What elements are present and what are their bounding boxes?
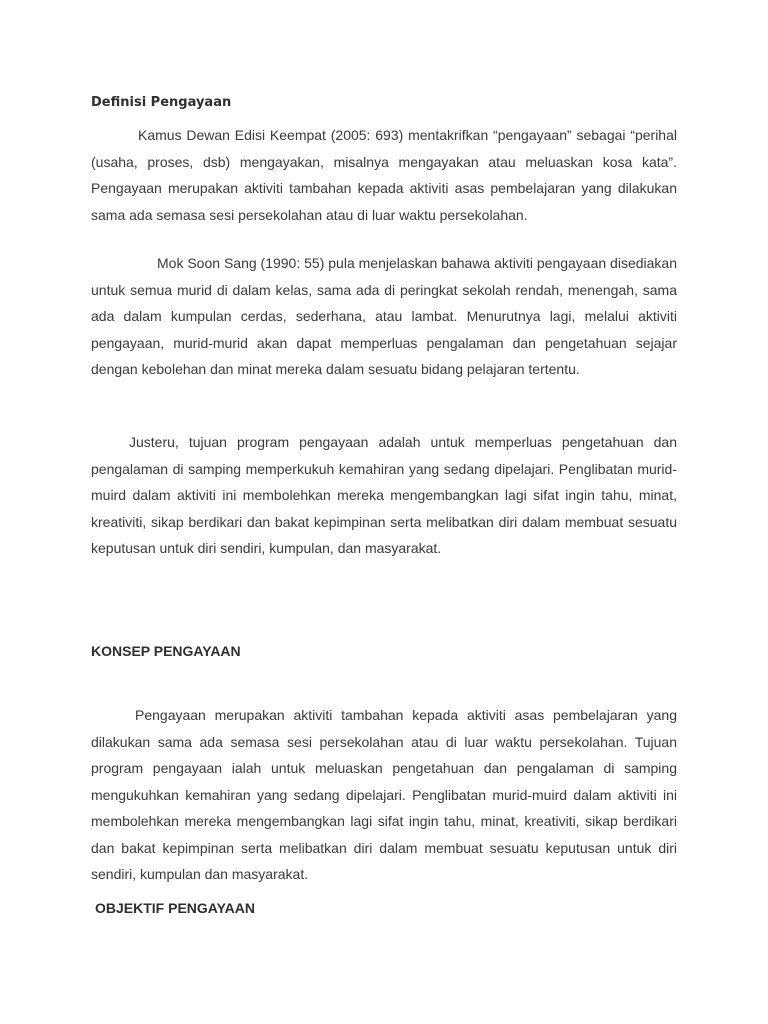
paragraph-konsep: Pengayaan merupakan aktiviti tambahan kepada aktiviti asas pembelajaran yang dilakukan sama ada semasa sesi persekolahan atau di luar waktu persekolahan. Tujuan program pengayaan ialah untuk meluaskan pengetahuan dan pengalaman di samping mengukuhkan kemahiran yang sedang dipelajari. Penglibatan murid-muird dalam aktiviti ini membolehkan mereka mengembangkan lagi sifat ingin tahu, minat, kreativiti, sikap berdikari dan bakat kepimpinan serta melibatkan diri dalam membuat sesuatu keputusan untuk diri sendiri, kumpulan dan masyarakat.: [91, 707, 677, 882]
paragraph-justeru: Justeru, tujuan program pengayaan adalah untuk memperluas pengetahuan dan pengalaman di samping memperkukuh kemahiran yang sedang dipelajari. Penglibatan murid-muird dalam aktiviti ini membolehkan mereka mengembangkan lagi sifat ingin tahu, minat, kreativiti, sikap berdikari dan bakat kepimpinan serta melibatkan diri dalam membuat sesuatu keputusan untuk diri sendiri, kumpulan, dan masyarakat.: [91, 434, 677, 556]
paragraph-definisi-kamus: Kamus Dewan Edisi Keempat (2005: 693) mentakrifkan “pengayaan” sebagai “perihal (usaha, proses, dsb) mengayakan, misalnya mengayakan atau meluaskan kosa kata”. Pengayaan merupakan aktiviti tambahan kepada aktiviti asas pembelajaran yang dilakukan sama ada semasa sesi persekolahan atau di luar waktu persekolahan.: [91, 127, 677, 223]
paragraph-mok-soon-sang: Mok Soon Sang (1990: 55) pula menjelaskan bahawa aktiviti pengayaan disediakan untuk semua murid di dalam kelas, sama ada di peringkat sekolah rendah, menengah, sama ada dalam kumpulan cerdas, sederhana, atau lambat. Menurutnya lagi, melalui aktiviti pengayaan, murid-murid akan dapat memperluas pengalaman dan pengetahuan sejajar dengan kebolehan dan minat mereka dalam sesuatu bidang pelajaran tertentu.: [91, 255, 677, 377]
heading-objektif-pengayaan: OBJEKTIF PENGAYAAN: [95, 900, 256, 916]
heading-definisi-pengayaan: Definisi Pengayaan: [91, 95, 232, 110]
heading-konsep-pengayaan: KONSEP PENGAYAAN: [91, 643, 241, 659]
